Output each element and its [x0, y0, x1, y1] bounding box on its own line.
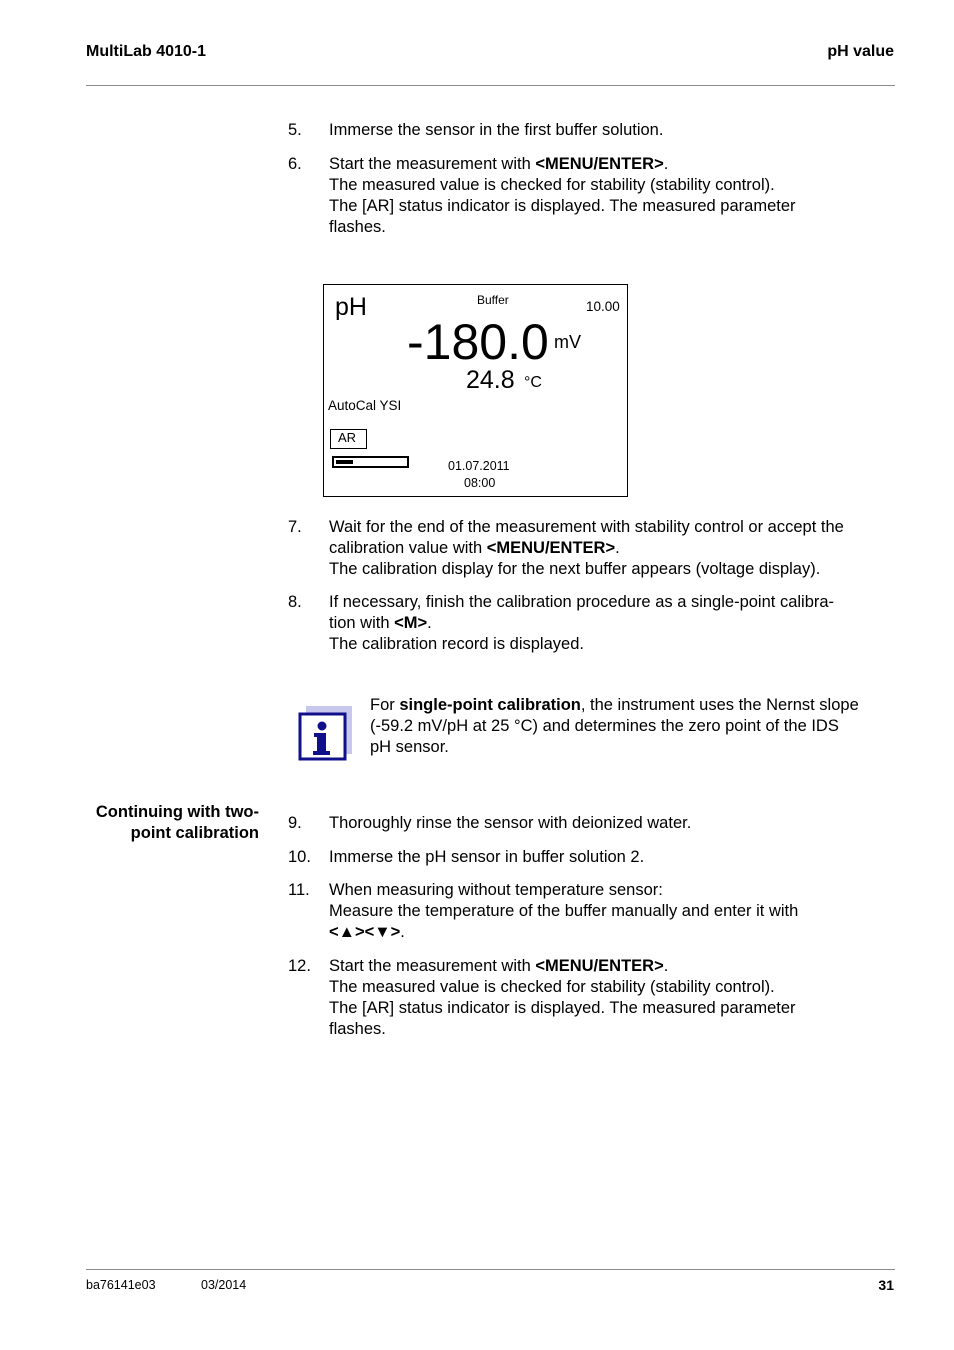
- info-note-bold: single-point calibration: [399, 696, 581, 714]
- step-11-text: [329, 880, 889, 943]
- step-7-line-1: Wait for the end of the measurement with stability control or accept the: [329, 518, 844, 536]
- step-6-line-3: The [AR] status indicator is displayed. The measured parameter: [329, 197, 796, 215]
- footer-page-number: 31: [878, 1277, 894, 1293]
- step-6-text: [329, 154, 889, 238]
- step-8-line-2-post: .: [427, 614, 432, 632]
- display-date: 01.07.2011: [448, 459, 510, 473]
- display-param: pH: [335, 293, 367, 321]
- step-8-number: 8.: [288, 593, 302, 611]
- header-title: MultiLab 4010-1: [86, 43, 207, 60]
- step-8-line-1: If necessary, finish the calibration procedure as a single-point calibra-: [329, 593, 835, 611]
- display-temp-value: 24.8: [466, 366, 515, 394]
- info-note-pre: For: [370, 696, 400, 714]
- step-11-line-2: Measure the temperature of the buffer manually and enter it with: [329, 902, 799, 920]
- side-heading: [59, 802, 259, 844]
- display-status-indicator: AR: [330, 429, 367, 449]
- info-note: [370, 695, 890, 758]
- step-12-post: .: [663, 957, 669, 975]
- side-heading-line-1: Continuing with two-: [95, 803, 259, 821]
- info-icon: [298, 706, 352, 767]
- display-buffer-value: 10.00: [586, 299, 620, 314]
- step-7-line-2-post: .: [615, 539, 620, 557]
- step-5-number: 5.: [288, 121, 302, 139]
- step-12-line-4: flashes.: [329, 1020, 386, 1038]
- step-11-line-3-post: .: [400, 923, 405, 941]
- menu-enter-key: <MENU/ENTER>: [535, 155, 664, 173]
- step-7-line-3: The calibration display for the next buffer appears (voltage display).: [329, 560, 821, 578]
- display-main-value: -180.0: [407, 314, 549, 370]
- step-7-number: 7.: [288, 518, 302, 536]
- step-5-text: Immerse the sensor in the first buffer solution.: [329, 121, 664, 139]
- side-heading-line-2: point calibration: [130, 824, 259, 842]
- menu-enter-key: <MENU/ENTER>: [486, 539, 616, 557]
- step-10-number: 10.: [288, 848, 311, 866]
- step-8-line-3: The calibration record is displayed.: [329, 635, 584, 653]
- display-temp-unit: °C: [524, 374, 542, 391]
- info-note-line-2: (-59.2 mV/pH at 25 °C) and determines the zero point of the IDS: [370, 717, 839, 735]
- step-7-text: [329, 517, 899, 580]
- header-rule: [86, 85, 895, 86]
- step-6-line-4: flashes.: [329, 218, 386, 236]
- m-key: <M>: [394, 614, 428, 632]
- step-11-number: 11.: [288, 881, 310, 899]
- step-12-number: 12.: [288, 957, 311, 975]
- step-9-number: 9.: [288, 814, 302, 832]
- step-9-text: Thoroughly rinse the sensor with deionized water.: [329, 814, 692, 832]
- display-main-unit: mV: [554, 332, 581, 352]
- step-12-line-3: The [AR] status indicator is displayed. The measured parameter: [329, 999, 796, 1017]
- info-note-post: , the instrument uses the Nernst slope: [580, 696, 859, 714]
- step-12-text: [329, 956, 889, 1040]
- display-progress-fill: [336, 460, 353, 464]
- header-section: pH value: [827, 43, 894, 60]
- footer-doc-id: ba76141e03: [86, 1278, 156, 1292]
- step-11-line-1: When measuring without temperature sensor:: [329, 881, 663, 899]
- step-6-number: 6.: [288, 155, 302, 173]
- step-8-text: [329, 592, 899, 655]
- display-cal-label: AutoCal YSI: [328, 398, 402, 413]
- step-6-post: .: [663, 155, 669, 173]
- arrow-keys: <▲><▼>: [329, 923, 401, 941]
- step-7-line-2-pre: calibration value with: [329, 539, 487, 557]
- step-12-pre: Start the measurement with: [329, 957, 536, 975]
- info-note-line-3: pH sensor.: [370, 738, 449, 756]
- display-progress-bar: [332, 456, 409, 468]
- footer-rule: [86, 1269, 895, 1270]
- step-6-pre: Start the measurement with: [329, 155, 536, 173]
- step-6-line-2: The measured value is checked for stability (stability control).: [329, 176, 775, 194]
- footer-date: 03/2014: [201, 1278, 247, 1292]
- step-12-line-2: The measured value is checked for stability (stability control).: [329, 978, 775, 996]
- menu-enter-key: <MENU/ENTER>: [535, 957, 664, 975]
- step-8-line-2-pre: tion with: [329, 614, 395, 632]
- display-time: 08:00: [464, 476, 496, 490]
- step-10-text: Immerse the pH sensor in buffer solution 2.: [329, 848, 645, 866]
- instrument-display: [323, 284, 628, 497]
- display-mode: Buffer: [477, 293, 509, 307]
